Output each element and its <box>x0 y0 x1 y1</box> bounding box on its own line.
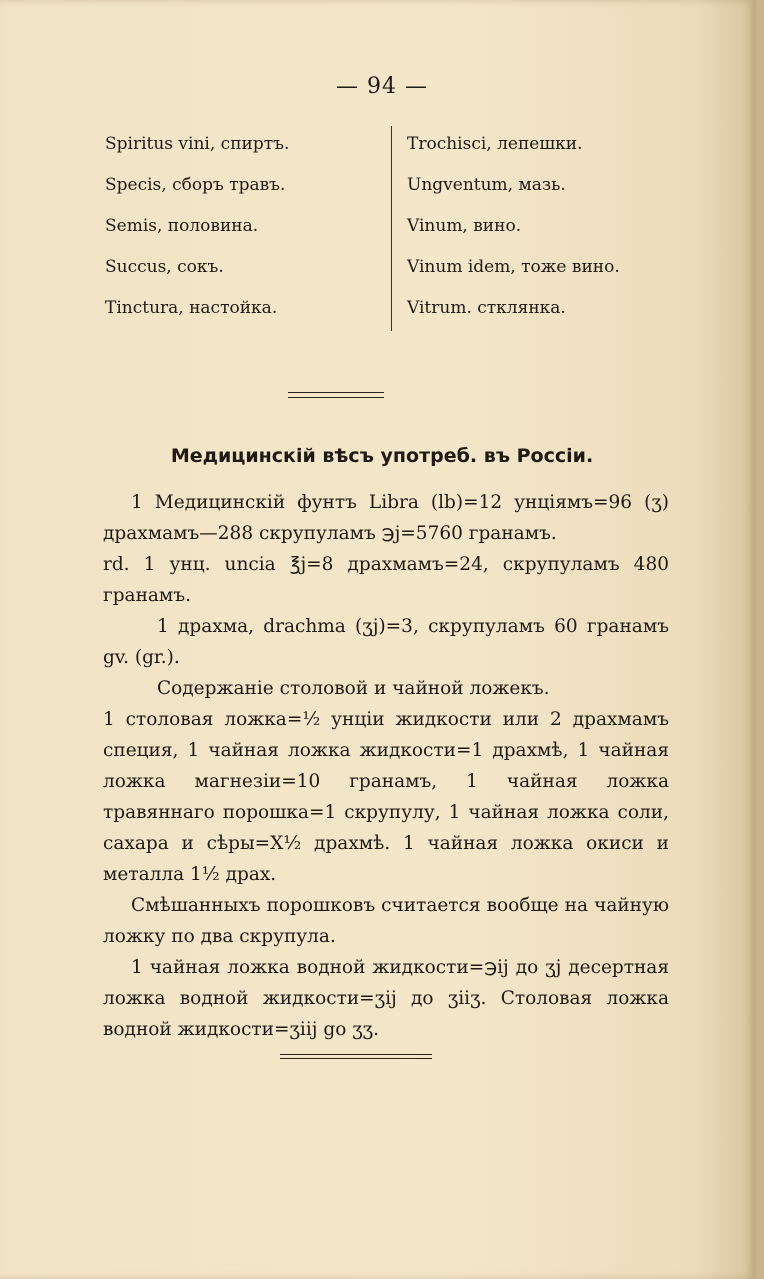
section-heading: Медицинскій вѣсъ употреб. въ Россіи. <box>170 445 594 467</box>
end-divider-rule <box>280 1054 432 1059</box>
glossary-left-column <box>105 126 385 331</box>
glossary-entry: Specis, сборъ травъ. <box>105 175 286 195</box>
glossary-right-column <box>407 126 667 331</box>
paragraph: rd. 1 унц. uncia ℥j=8 драхмамъ=24, скрупуламъ 480 гранамъ. <box>103 554 669 606</box>
glossary-entry: Succus, сокъ. <box>105 257 224 277</box>
page-number: — 94 — <box>336 74 428 99</box>
paragraph: 1 чайная ложка водной жидкости=℈ij до ʒj десертная ложка водной жидкости=ʒij до ʒiiʒ. Столовая ложка водной жидкости=ʒiij go ʒʒ. <box>103 957 669 1040</box>
glossary-entry: Ungventum, мазь. <box>407 175 566 195</box>
glossary-entry: Semis, половина. <box>105 216 259 236</box>
glossary-entry: Vinum, вино. <box>407 216 522 236</box>
glossary-entry: Tinctura, настойка. <box>105 298 278 318</box>
glossary-entry: Vitrum. стклянка. <box>407 298 566 318</box>
glossary-entry: Vinum idem, тоже вино. <box>407 257 620 277</box>
latin-glossary <box>105 126 665 331</box>
section-divider-rule <box>288 392 384 398</box>
paragraph: 1 драхма, drachma (ʒj)=3, скрупуламъ 60 гранамъ gv. (gr.). <box>103 616 669 668</box>
paragraph: 1 столовая ложка=½ унціи жидкости или 2 драхмамъ специя, 1 чайная ложка жидкости=1 драхмѣ, 1 чайная ложка магнезіи=10 гранамъ, 1 чайная ложка травяннаго порошка=1 скрупулу, 1 чайная ложка соли, сахара и сѣры=X½ драхмѣ. 1 чайная ложка окиси и металла 1½ драх. <box>103 709 669 885</box>
glossary-entry: Trochisci, лепешки. <box>407 134 583 154</box>
glossary-entry: Spiritus vini, спиртъ. <box>105 134 290 154</box>
paragraph: Смѣшанныхъ порошковъ считается вообще на чайную ложку по два скрупула. <box>103 895 669 947</box>
section-body <box>103 487 669 1045</box>
column-divider <box>391 126 392 331</box>
paragraph: Содержаніе столовой и чайной ложекъ. <box>157 678 550 699</box>
paragraph: 1 Медицинскій фунтъ Libra (lb)=12 унціямъ=96 (ʒ) драхмамъ—288 скрупуламъ ℈j=5760 гранамъ. <box>103 492 669 544</box>
